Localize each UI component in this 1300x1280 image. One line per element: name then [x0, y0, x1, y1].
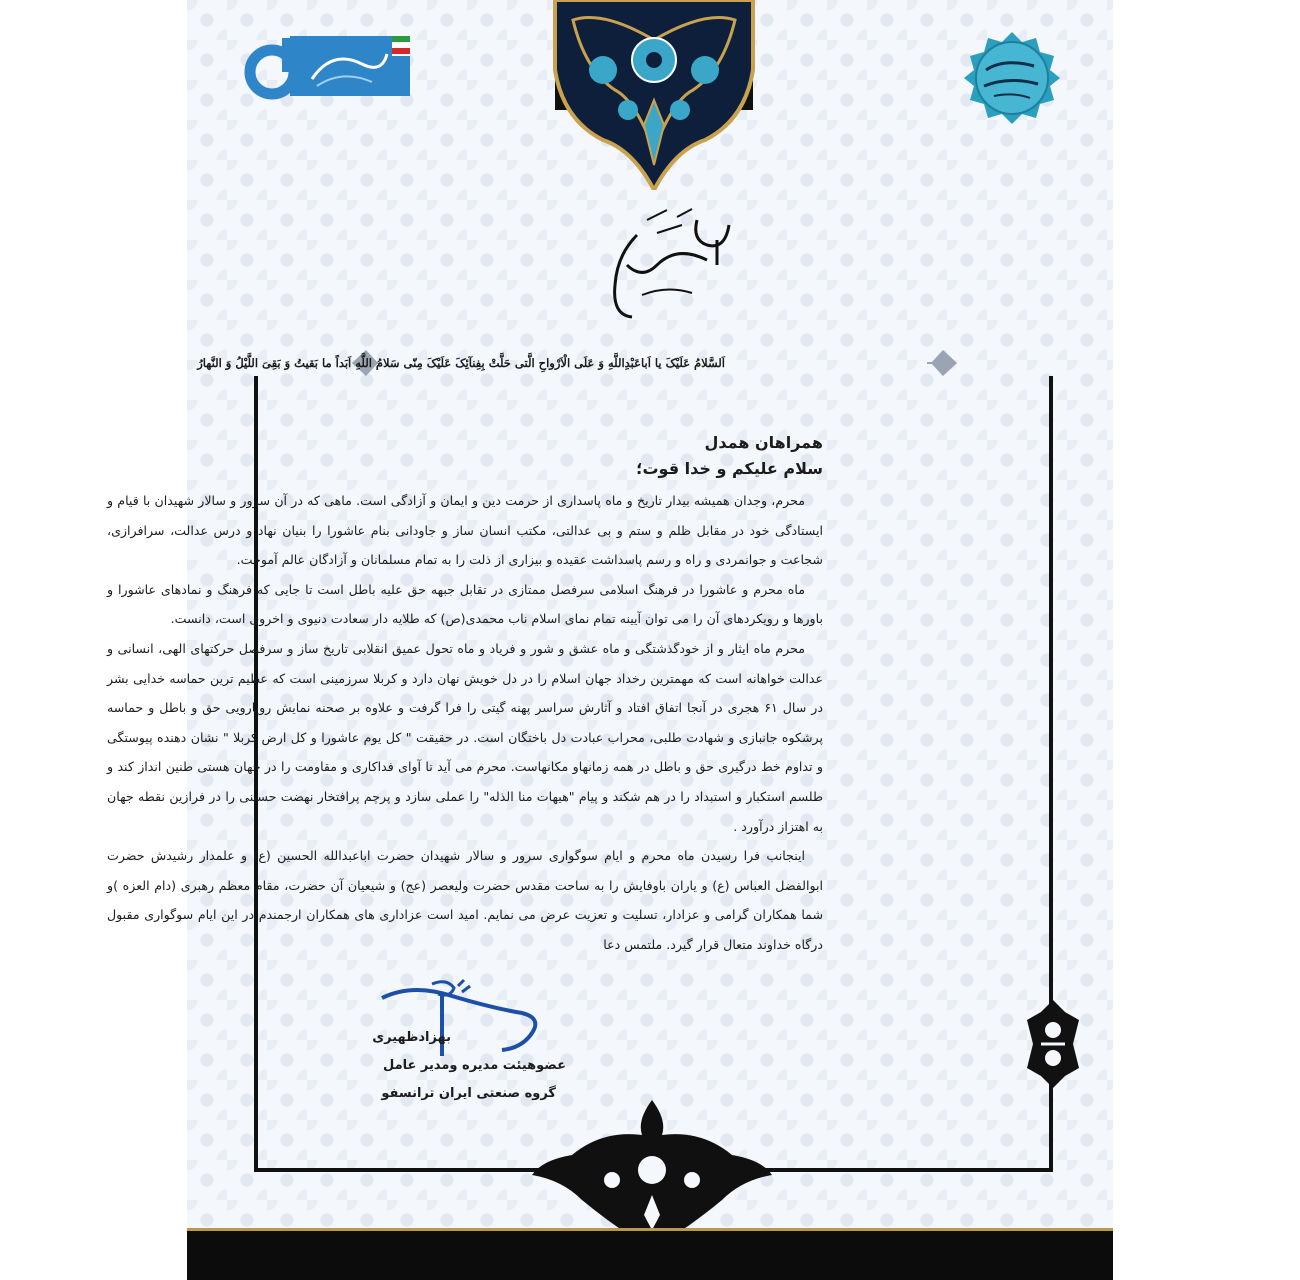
paragraph: اینجانب فرا رسیدن ماه محرم و ایام سوگواری سرور و سالار شهیدان حضرت اباعبدالله الحسین (ع) و علمدار رشیدش حضرت ابوالفضل العباس (ع) و یاران باوفایش را به ساحت مقدس حضرت ولیعصر (عج) و شیعیان آن حضرت، مقام معظم رهبری (دام العزه )و شما همکاران گرامی و عزادار، تسلیت و تعزیت عرض می نمایم. امید است عزاداری های همکاران ارجمندم در این ایام سوگواری مقبول درگاه خداوند متعال قرار گیرد. ملتمس دعا	[107, 848, 823, 952]
letter-body	[107, 430, 823, 960]
year-slogan-badge-icon	[964, 30, 1060, 126]
letter-paragraphs	[107, 486, 823, 960]
greeting-line-1: همراهان همدل	[704, 433, 823, 452]
signer-name: بهزادظهیری	[372, 1030, 451, 1045]
footer-band	[187, 1228, 1113, 1280]
greeting-line-2: سلام علیکم و خدا قوت؛	[636, 459, 823, 478]
paragraph: ماه محرم و عاشورا در فرهنگ اسلامی سرفصل ممتازی در تقابل جبهه حق علیه باطل است تا جایی که فرهنگ و نمادهای عاشورا و باورها و رویکردهای آن را می توان آیینه تمام نمای اسلام ناب محمدی(ص) که طلایه دار سعادت دنیوی و اخروی است، دانست.	[107, 581, 823, 627]
bismillah-calligraphy-icon	[597, 205, 737, 320]
signer-block	[372, 1024, 566, 1108]
signer-company: گروه صنعتی ایران ترانسفو	[381, 1086, 556, 1101]
paragraph: محرم ماه ایثار و از خودگذشتگی و ماه عشق و شور و فریاد و ماه تحول عمیق انقلابی تاریخ ساز و سرفصل حرکتهای الهی، انسانی و عدالت خواهانه است که مهمترین رخداد جهان اسلام را در دل خویش نهان دارد و کربلا سرزمینی است که عظیم ترین حماسه خدایی بشر در سال ۶۱ هجری در آنجا اتفاق افتاد و آثارش سراسر پهنه گیتی را فرا گرفت و علاوه بر صحنه نمایش رویارویی حق و باطل و حماسه پرشکوه جانبازی و شهادت طلبی، محراب عبادت دل باختگان است. در حقیقت " کل یوم عاشورا و کل ارض کربلا " نشان دهنده پیوستگی و تداوم خط درگیری حق و باطل در همه زمانهاو مکانهاست. محرم می آید تا آوای فداکاری و مقاومت را در جهان هستی طنین انداز کند و طلسم استکبار و استبداد را در هم شکند و پیام "هیهات منا الذله" را عملی سازد و پرچم پرافتخار نهضت حسینی را در فرازین نقطه جهان به اهتزاز درآورد .	[107, 640, 823, 834]
signer-title: عضوهیئت مدیره ومدیر عامل	[382, 1058, 566, 1073]
top-arabesque-ornament-icon	[543, 0, 765, 190]
salutation-text: اَلسَّلامُ عَلَیْکَ یا اَباعَبْدِاللَّهِ وَ عَلَى الْاَرْواحِ الَّتى حَلَّتْ بِفِنآئِکَ عَلَیْکَ مِنّى سَلامُ اللَّهِ اَبَداً ما بَقیتُ وَ بَقِىَ اللَّیْلُ وَ النَّهارُ	[197, 356, 725, 370]
iran-transfo-logo-icon	[242, 34, 412, 100]
paragraph: محرم، وجدان همیشه بیدار تاریخ و ماه پاسداری از حرمت دین و ایمان و آزادگی است. ماهی که در آن سرور و سالار شهیدان با قیام و ایستادگی خود در مقابل ظلم و ستم و بی عدالتی، مکتب انسان ساز و جاودانی بنام عاشورا را بنیان نهاد و درس عدالت، سرافرازی، شجاعت و جوانمردی و راه و رسم پاسداشت عقیده و بیزاری از ذلت را به تمام مسلمانان و آزادگان عالم آموخت.	[107, 493, 823, 568]
side-arabesque-ornament-icon	[1023, 1000, 1083, 1088]
